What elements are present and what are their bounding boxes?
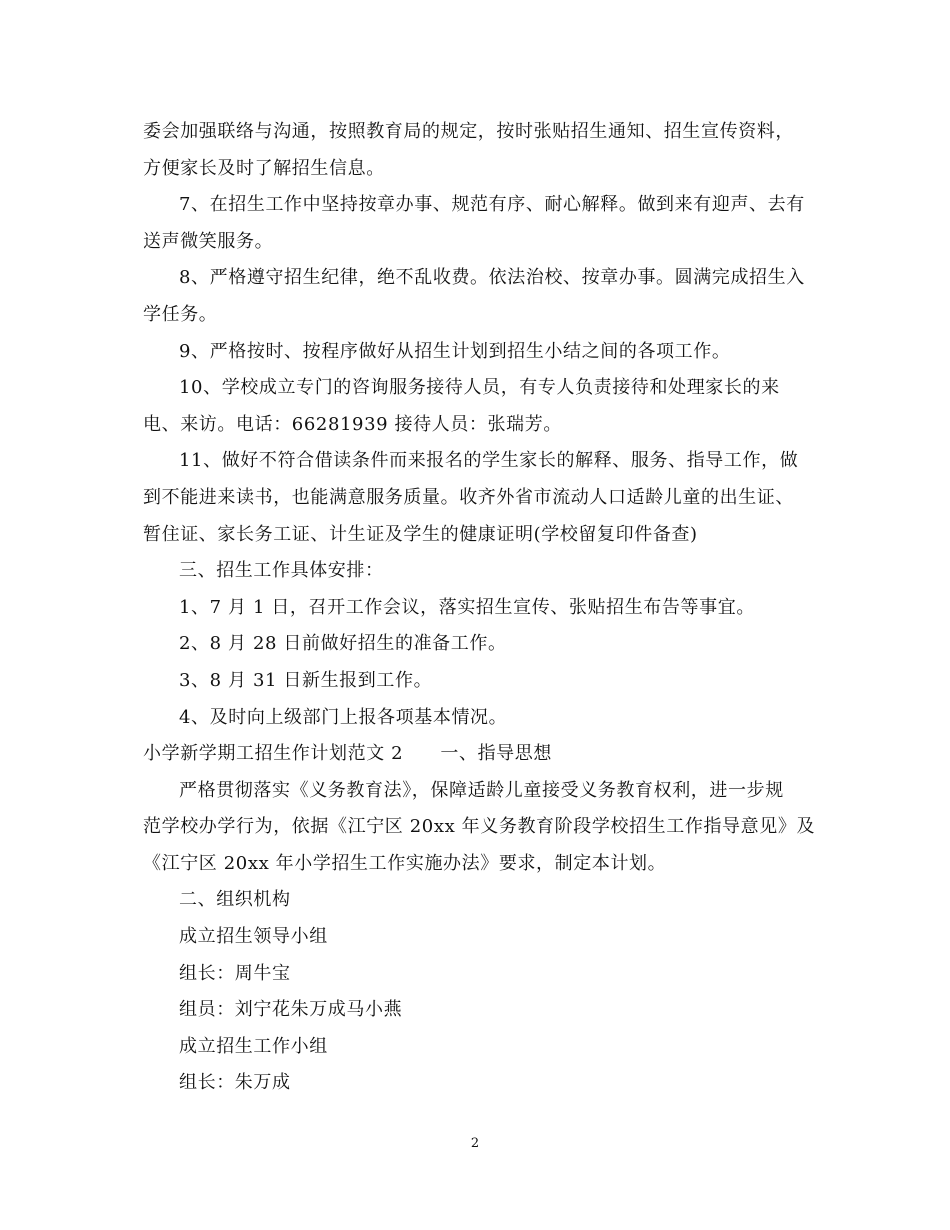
text-line: 11、做好不符合借读条件而来报名的学生家长的解释、服务、指导工作，做: [179, 450, 799, 472]
text-line: 成立招生工作小组: [179, 1035, 328, 1057]
text-line: 10、学校成立专门的咨询服务接待人员，有专人负责接待和处理家长的来: [179, 377, 780, 399]
document-body: [143, 114, 816, 1102]
page-number: 2: [470, 1136, 480, 1151]
text-line: 范学校办学行为，依据《江宁区 20xx 年义务教育阶段学校招生工作指导意见》及: [143, 816, 816, 838]
text-line: 7、在招生工作中坚持按章办事、规范有序、耐心解释。做到来有迎声、去有: [179, 194, 805, 216]
text-line: 组长：朱万成: [179, 1072, 291, 1094]
text-line: 严格贯彻落实《义务教育法》，保障适龄儿童接受义务教育权利，进一步规: [179, 779, 784, 801]
text-line: 二、组织机构: [179, 889, 291, 911]
text-line: 1、7 月 1 日，召开工作会议，落实招生宣传、张贴招生布告等事宜。: [179, 596, 755, 618]
text-line: 小学新学期工招生作计划范文 2 一、指导思想: [143, 743, 552, 765]
text-line: 暂住证、家长务工证、计生证及学生的健康证明(学校留复印件备查): [143, 523, 698, 545]
text-line: 2、8 月 28 日前做好招生的准备工作。: [179, 633, 507, 655]
text-line: 4、及时向上级部门上报各项基本情况。: [179, 706, 508, 728]
text-line: 电、来访。电话：66281939 接待人员：张瑞芳。: [143, 413, 562, 435]
text-line: 《江宁区 20xx 年小学招生工作实施办法》要求，制定本计划。: [143, 852, 667, 874]
text-line: 9、严格按时、按程序做好从招生计划到招生小结之间的各项工作。: [179, 340, 731, 362]
text-line: 组员：刘宁花朱万成马小燕: [179, 999, 403, 1021]
text-line: 委会加强联络与沟通，按照教育局的规定，按时张贴招生通知、招生宣传资料，: [143, 121, 794, 142]
text-line: 到不能进来读书，也能满意服务质量。收齐外省市流动人口适龄儿童的出生证、: [143, 486, 794, 508]
text-line: 3、8 月 31 日新生报到工作。: [179, 669, 433, 691]
text-line: 成立招生领导小组: [179, 926, 328, 948]
text-line: 三、招生工作具体安排：: [179, 560, 384, 582]
text-line: 8、严格遵守招生纪律，绝不乱收费。依法治校、按章办事。圆满完成招生入: [179, 267, 805, 289]
text-line: 组长：周牛宝: [179, 962, 291, 984]
text-line: 学任务。: [143, 303, 218, 325]
text-line: 送声微笑服务。: [143, 230, 274, 252]
text-line: 方便家长及时了解招生信息。: [143, 157, 385, 179]
